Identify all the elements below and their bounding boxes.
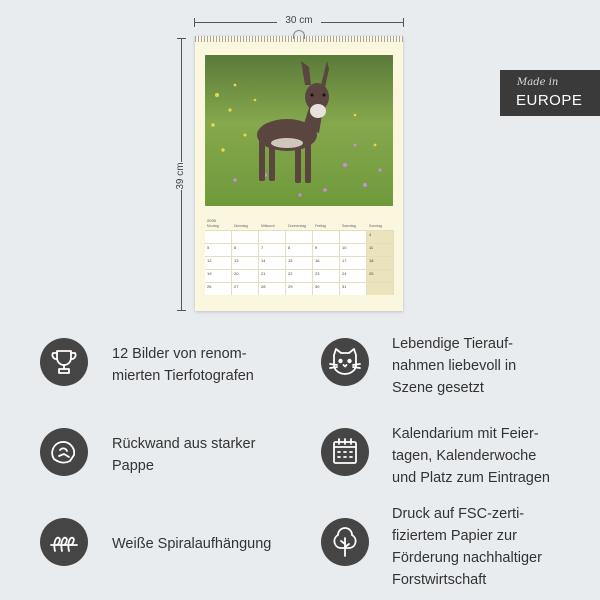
calendar-day-cell: [232, 230, 259, 243]
weekday-fri: Freitag: [315, 224, 326, 228]
wall-calendar: [195, 36, 403, 311]
feature-text-photos: 12 Bilder von renom- mierten Tierfotografen: [112, 346, 254, 384]
calendar-day-cell: 8: [286, 243, 313, 256]
calendar-day-cell: 24: [340, 269, 367, 282]
calendar-day-cell: [367, 282, 394, 295]
calendar-days: [205, 230, 394, 295]
calendar-day-cell: 20: [232, 269, 259, 282]
weekday-wed: Mittwoch: [261, 224, 275, 228]
calendar-day-cell: 31: [340, 282, 367, 295]
calendar-day-cell: 9: [313, 243, 340, 256]
hanging-hook: [293, 30, 305, 39]
calendar-day-cell: 12: [205, 256, 232, 269]
calendar-day-cell: 16: [313, 256, 340, 269]
tree-icon: [321, 518, 369, 566]
cat-face-icon: [321, 338, 369, 386]
height-label: 39 cm: [167, 162, 195, 190]
calendar-day-cell: 28: [259, 282, 286, 295]
weekday-sat: Samstag: [342, 224, 356, 228]
calendar-day-cell: 7: [259, 243, 286, 256]
calendar-day-cell: 26: [205, 282, 232, 295]
calendar-day-cell: 23: [313, 269, 340, 282]
feature-text-calendarium: Kalendarium mit Feier- tagen, Kalenderwoche und Platz zum Eintragen: [392, 426, 550, 486]
calendar-footer: [205, 306, 394, 308]
calendar-year: 2026: [207, 218, 216, 223]
calendar-day-cell: 10: [340, 243, 367, 256]
calendar-day-cell: 21: [259, 269, 286, 282]
weekday-tue: Dienstag: [234, 224, 248, 228]
calendar-day-cell: [205, 230, 232, 243]
calendar-day-cell: 30: [313, 282, 340, 295]
calendar-day-cell: 19: [205, 269, 232, 282]
calendar-day-cell: 17: [340, 256, 367, 269]
badge-line1: Made in: [517, 77, 559, 88]
feature-text-backboard: Rückwand aus starker Pappe: [112, 436, 256, 474]
donkey-photo: [205, 55, 393, 206]
width-label: 30 cm: [277, 15, 321, 26]
calendar-day-cell: [340, 230, 367, 243]
calendar-day-cell: 22: [286, 269, 313, 282]
calendar-day-cell: 25: [367, 269, 394, 282]
calendar-day-cell: 13: [232, 256, 259, 269]
weekday-sun: Sonntag: [369, 224, 383, 228]
calendar-icon: [321, 428, 369, 476]
calendar-day-cell: 29: [286, 282, 313, 295]
calendar-day-cell: 4: [367, 230, 394, 243]
calendar-day-cell: 18: [367, 256, 394, 269]
calendar-day-cell: 6: [232, 243, 259, 256]
calendar-day-cell: [286, 230, 313, 243]
calendar-day-cell: 14: [259, 256, 286, 269]
calendarium: [205, 218, 394, 295]
weekday-thu: Donnerstag: [288, 224, 307, 228]
spiral-icon: [40, 518, 88, 566]
calendar-day-cell: 5: [205, 243, 232, 256]
donkey-foal-illustration: [205, 55, 393, 206]
feature-text-animals: Lebendige Tierauf- nahmen liebevoll in Szene gesetzt: [392, 336, 517, 396]
weekday-mon: Montag: [207, 224, 219, 228]
feature-text-fsc: Druck auf FSC-zerti- fiziertem Papier zur Förderung nachhaltiger Forstwirtschaft: [392, 506, 542, 588]
feature-text-spiral: Weiße Spiralaufhängung: [112, 536, 272, 552]
calendar-day-cell: [313, 230, 340, 243]
calendar-day-cell: [259, 230, 286, 243]
trophy-icon: [40, 338, 88, 386]
badge-line2: EUROPE: [516, 92, 583, 109]
cardboard-icon: [40, 428, 88, 476]
calendar-day-cell: 27: [232, 282, 259, 295]
calendar-day-cell: 11: [367, 243, 394, 256]
made-in-europe-badge: [500, 70, 600, 116]
calendar-day-cell: 15: [286, 256, 313, 269]
